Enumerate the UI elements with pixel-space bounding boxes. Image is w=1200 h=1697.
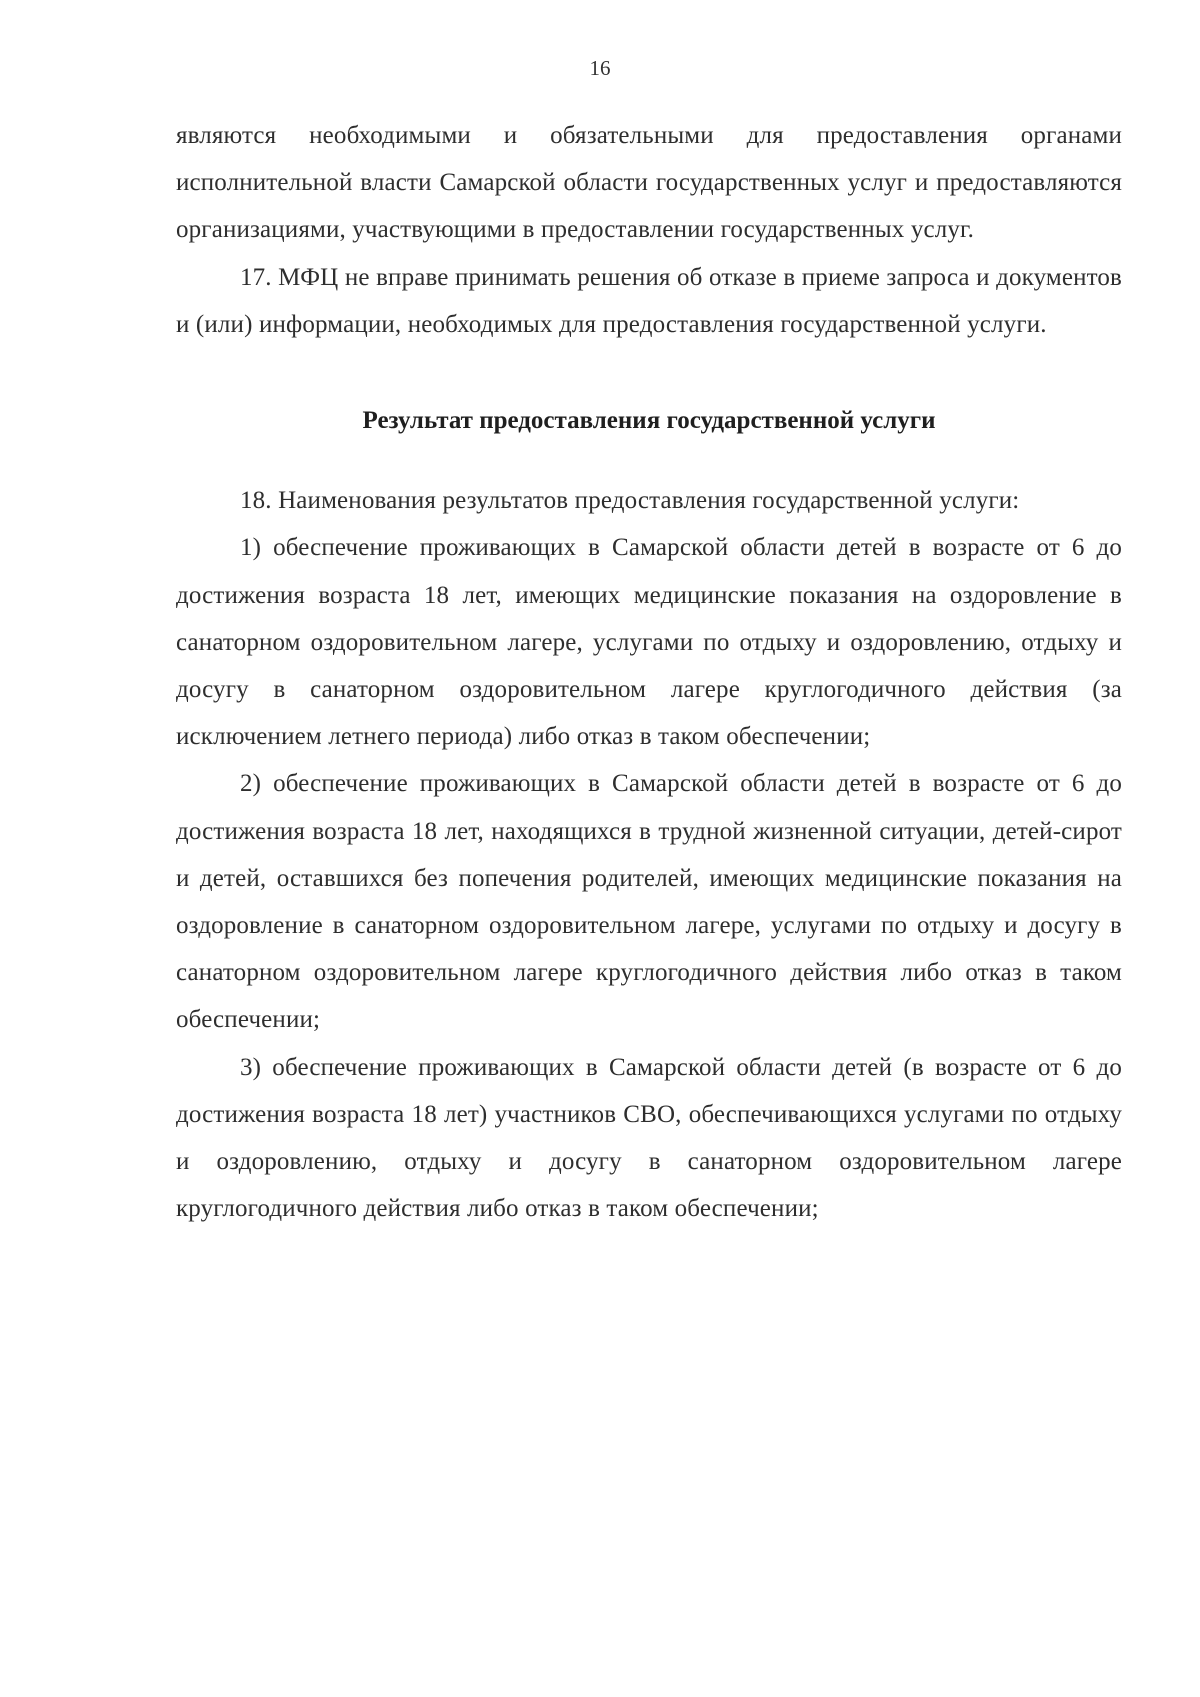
paragraph-17: 17. МФЦ не вправе принимать решения об отказе в приеме запроса и документов и (или) информации, необходимых для предоставления государственной услуги. [176, 263, 1122, 338]
page-number: 16 [589, 56, 611, 80]
paragraph-continuation: являются необходимыми и обязательными для предоставления органами исполнительной власти Самарской области государственных услуг и предоставляются организациями, участвующими в предоставлении государственных услуг. [176, 122, 1122, 244]
paragraph-18-item-2: 2) обеспечение проживающих в Самарской области детей в возрасте от 6 до достижения возраста 18 лет, находящихся в трудной жизненной ситуации, детей-сирот и детей, оставшихся без попечения родителей, имеющих медицинские показания на оздоровление в санаторном оздоровительном лагере, услугами по отдыху и досугу в санаторном оздоровительном лагере круглогодичного действия либо отказ в таком обеспечении; [176, 770, 1122, 1034]
document-body [176, 112, 1122, 1232]
paragraph-18-item-3: 3) обеспечение проживающих в Самарской области детей (в возрасте от 6 до достижения возраста 18 лет) участников СВО, обеспечивающихся услугами по отдыху и оздоровлению, отдыху и досугу в санаторном оздоровительном лагере круглогодичного действия либо отказ в таком обеспечении; [176, 1053, 1122, 1223]
section-heading: Результат предоставления государственной услуги [362, 407, 936, 435]
paragraph-18: 18. Наименования результатов предоставления государственной услуги: [240, 487, 1020, 515]
paragraph-18-item-1: 1) обеспечение проживающих в Самарской области детей в возрасте от 6 до достижения возраста 18 лет, имеющих медицинские показания на оздоровление в санаторном оздоровительном лагере, услугами по отдыху и оздоровлению, отдыху и досугу в санаторном оздоровительном лагере круглогодичного действия (за исключением летнего периода) либо отказ в таком обеспечении; [176, 534, 1122, 751]
